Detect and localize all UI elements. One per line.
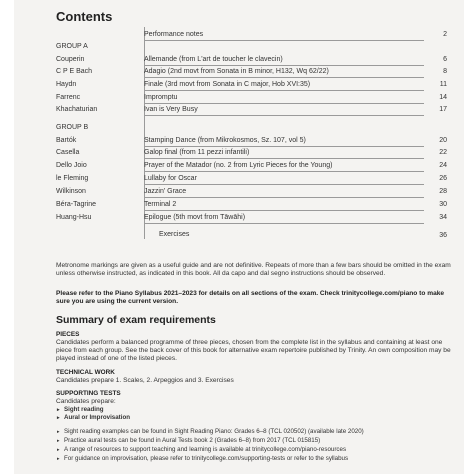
resource-item: ▸ A range of resources to support teaching and learning is available at trinitycollege.com/piano-resources <box>64 446 346 453</box>
metronome-note: Metronome markings are given as a useful guide and are not definitive. Repeats of more than a few bars should be omitted in the exam unless otherwise instructed, as indicated in this book. All da capo and dal segno instructions should be observed. <box>56 262 451 277</box>
pieces-text: Candidates perform a balanced programme of three pieces, chosen from the complete list in the syllabus and containing at least one piece from each group. See the back cover of this book for alternative exam repertoire published by Trinity. An own composition may be played instead of one of the listed pieces. <box>56 339 451 362</box>
resource-item: ▸ Sight reading examples can be found in Sight Reading Piano: Grades 6–8 (TCL 020502) (available late 2020) <box>64 428 364 435</box>
toc-page: 22 <box>439 149 447 156</box>
resource-item: ▸ Practice aural tests can be found in Aural Tests book 2 (Grades 6–8) from 2017 (TCL 015815) <box>64 437 320 444</box>
group-label: GROUP B <box>56 124 89 131</box>
toc-rule <box>144 103 424 104</box>
toc-rule <box>144 158 424 159</box>
toc-page: 34 <box>439 214 447 221</box>
supporting-item: ▸ Sight reading <box>64 406 104 413</box>
toc-rule <box>144 171 424 172</box>
toc-title[interactable]: Adagio (2nd movt from Sonata in B minor, H132, Wq 62/22) <box>144 68 329 75</box>
toc-composer: le Fleming <box>56 175 89 182</box>
toc-title[interactable]: Terminal 2 <box>144 201 177 208</box>
toc-title[interactable]: Finale (3rd movt from Sonata in C major, Hob XVI:35) <box>144 81 311 88</box>
toc-page: 26 <box>439 175 447 182</box>
toc-title[interactable]: Epilogue (5th movt from Tāwāhi) <box>144 214 246 221</box>
toc-title[interactable]: Allemande (from L'art de toucher le clavecin) <box>144 56 283 63</box>
summary-heading: Summary of exam requirements <box>56 314 216 326</box>
pieces-label: PIECES <box>56 331 80 338</box>
toc-composer: Wilkinson <box>56 188 86 195</box>
toc-rule <box>144 146 424 147</box>
toc-rule <box>144 210 424 211</box>
toc-title[interactable]: Jazzin' Grace <box>144 188 187 195</box>
toc-composer: Huang-Hsu <box>56 214 92 221</box>
toc-title[interactable]: Lullaby for Oscar <box>144 175 197 182</box>
toc-composer: C P E Bach <box>56 68 93 75</box>
toc-rule <box>144 77 424 78</box>
toc-rule <box>144 40 424 41</box>
toc-composer: Haydn <box>56 81 77 88</box>
toc-page: 30 <box>439 201 447 208</box>
toc-rule <box>144 90 424 91</box>
toc-composer: Couperin <box>56 56 85 63</box>
resource-item: ▸ For guidance on improvisation, please refer to trinitycollege.com/supporting-tests or refer to the syllabus <box>64 455 348 462</box>
toc-page: 17 <box>439 106 447 113</box>
page <box>14 0 464 474</box>
toc-title[interactable]: Impromptu <box>144 94 178 101</box>
toc-composer: Dello Joio <box>56 162 87 169</box>
toc-composer: Farrenc <box>56 94 81 101</box>
supporting-label: SUPPORTING TESTS <box>56 390 121 397</box>
supporting-item: ▸ Aural or Improvisation <box>64 414 130 421</box>
toc-title[interactable]: Ivan is Very Busy <box>144 106 198 113</box>
toc-page: 6 <box>443 56 447 63</box>
toc-title[interactable]: Stamping Dance (from Mikrokosmos, Sz. 107, vol 5) <box>144 137 306 144</box>
toc-composer: Khachaturian <box>56 106 98 113</box>
toc-page: 8 <box>443 68 447 75</box>
toc-rule <box>144 184 424 185</box>
toc-rule <box>144 115 424 116</box>
technical-text: Candidates prepare 1. Scales, 2. Arpeggios and 3. Exercises <box>56 377 234 384</box>
supporting-intro: Candidates prepare: <box>56 398 116 405</box>
toc-rule <box>144 65 424 66</box>
technical-label: TECHNICAL WORK <box>56 369 115 376</box>
toc-title[interactable]: Prayer of the Matador (no. 2 from Lyric Pieces for the Young) <box>144 162 333 169</box>
toc-page: 28 <box>439 188 447 195</box>
toc-title[interactable]: Exercises <box>159 231 190 238</box>
toc-title[interactable]: Galop final (from 11 pezzi infantili) <box>144 149 250 156</box>
syllabus-note: Please refer to the Piano Syllabus 2021–2023 for details on all sections of the exam. Check trinitycollege.com/piano to make sure you are using the current version. <box>56 290 445 305</box>
toc-page: 2 <box>443 31 447 38</box>
toc-page: 14 <box>439 94 447 101</box>
toc-rule <box>144 197 424 198</box>
toc-title[interactable]: Performance notes <box>144 31 204 38</box>
toc-rule <box>144 223 424 224</box>
toc-composer: Casella <box>56 149 80 156</box>
toc-page: 24 <box>439 162 447 169</box>
toc-page: 36 <box>439 232 447 239</box>
toc-page: 20 <box>439 137 447 144</box>
contents-heading: Contents <box>56 9 113 24</box>
toc-page: 11 <box>439 81 447 88</box>
toc-composer: Bartók <box>56 137 77 144</box>
toc-composer: Béra-Tagrine <box>56 201 97 208</box>
group-label: GROUP A <box>56 43 88 50</box>
